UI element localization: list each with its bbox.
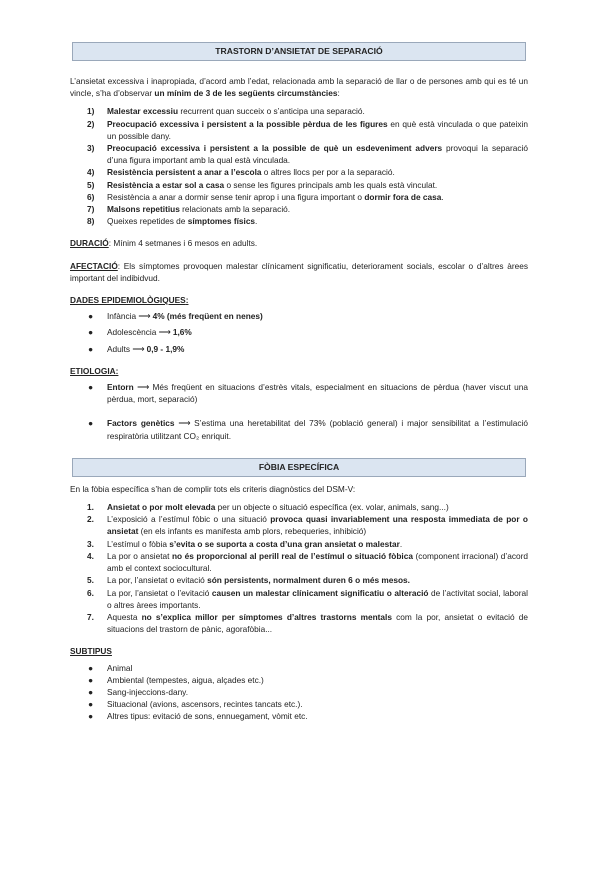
dades-item: ● Infància ⟶ 4% (més freqüent en nenes) [88, 311, 263, 322]
criterion-item: 4) Resistència persistent a anar a l’escola o altres llocs per por a la separació. [87, 167, 395, 178]
criterion-item: 7) Malsons repetitius relacionats amb la separació. [87, 204, 291, 215]
section-title-separacio: TRASTORN D’ANSIETAT DE SEPARACIÓ [72, 42, 526, 61]
subtipus-item: ● Altres tipus: evitació de sons, ennuegament, vòmit etc. [88, 711, 308, 722]
subtipus-list [70, 662, 528, 723]
subtipus-title: SUBTIPUS [70, 646, 112, 657]
criterion-item: 5. La por, l’ansietat o evitació són persistents, normalment duren 6 o més mesos. [87, 575, 410, 586]
etiologia-item: ● Entorn ⟶ Més freqüent en situacions d’estrès vitals, especialment en situacions de pèrdua (haver viscut una pèrdua, mort, separació) [88, 382, 528, 405]
subtipus-item: ● Animal [88, 662, 133, 673]
criterion-item: 3) Preocupació excessiva i persistent a la possible de què un esdeveniment advers provoqui la separació d’una figura important amb la qual està vinculada. [87, 143, 528, 166]
intro-paragraph [70, 75, 528, 99]
subtipus-item: ● Ambiental (tempestes, aigua, alçades etc.) [88, 674, 264, 685]
intro-bold: un mínim de 3 de les següents circumstàncies [154, 88, 338, 99]
criteria-list-fobia [70, 501, 528, 635]
criterion-item: 6. La por, l’ansietat o l’evitació causen un malestar clínicament significatiu o alteració de l’activitat social, laboral o altres àrees importants. [87, 587, 528, 610]
document-page [0, 42, 600, 890]
criterion-item: 3. L’estímul o fòbia s’evita o se suporta a costa d’una gran ansietat o malestar. [87, 538, 403, 549]
section-title-fobia: FÒBIA ESPECÍFICA [72, 458, 526, 477]
afectacio-paragraph: AFECTACIÓ: Els símptomes provoquen malestar clínicament significatiu, deteriorament socials, escolar o d’altres àrees important del indibidvud. [70, 260, 528, 283]
duracio-paragraph: DURACIÓ: Mínim 4 setmanes i 6 mesos en adults. [70, 238, 258, 249]
dades-title: DADES EPIDEMIOLÒGIQUES: [70, 295, 189, 306]
criterion-item: 4. La por o ansietat no és proporcional al perill real de l’estímul o situació fòbica (component irracional) d’acord amb el context sociocultural. [87, 550, 528, 574]
criteria-list-separacio [70, 105, 528, 227]
intro-text: L’ansietat excessiva i inapropiada, d’acord amb l’edat, relacionada amb la separació de llar o de persones amb qui es té un vincle, s’ha d’observar [70, 76, 528, 99]
criterion-item: 1. Ansietat o por molt elevada per un objecte o situació específica (ex. volar, animals, sang...) [87, 502, 449, 513]
criterion-item: 6) Resistència a anar a dormir sense tenir aprop i una figura important o dormir fora de casa. [87, 191, 444, 202]
dades-item: ● Adults ⟶ 0,9 - 1,9% [88, 343, 185, 354]
criterion-item: 8) Queixes repetides de símptomes físics. [87, 216, 258, 227]
criterion-item: 5) Resistència a estar sol a casa o sense les figures principals amb les quals està vinculat. [87, 179, 438, 190]
intro-colon: : [337, 88, 340, 99]
etiologia-item: ● Factors genètics ⟶ S’estima una heretabilitat del 73% (població general) i major sensibilitat a l’estimulació respiratòria utilitzant CO₂ enriquit. [88, 418, 528, 441]
criterion-item: 7. Aquesta no s’explica millor per símptomes d’altres trastorns mentals com la por, ansietat o evitació de situacions del trastorn de pànic, agorafòbia... [87, 611, 528, 635]
criterion-item: 2. L’exposició a l’estímul fòbic o una situació provoca quasi invariablement una resposta immediata de por o ansietat (en els infants es manifesta amb plors, rebequeries, inhibició) [87, 514, 528, 537]
subtipus-item: ● Sang-injeccions-dany. [88, 686, 189, 697]
criterion-item: 2) Preocupació excessiva i persistent a la possible pèrdua de les figures en què està vinculada o que pateixin un possible dany. [87, 118, 528, 141]
dades-item: ● Adolescència ⟶ 1,6% [88, 327, 192, 338]
dades-list [70, 310, 528, 355]
subtipus-item: ● Situacional (avions, ascensors, recintes tancats etc.). [88, 699, 303, 710]
etiologia-title: ETIOLOGIA: [70, 365, 119, 376]
criterion-item: 1) Malestar excessiu recurrent quan succeix o s’anticipa una separació. [87, 106, 365, 117]
fobia-intro: En la fòbia específica s’han de complir tots els criteris diagnòstics del DSM-V: [70, 483, 356, 494]
etiologia-list [70, 381, 528, 442]
